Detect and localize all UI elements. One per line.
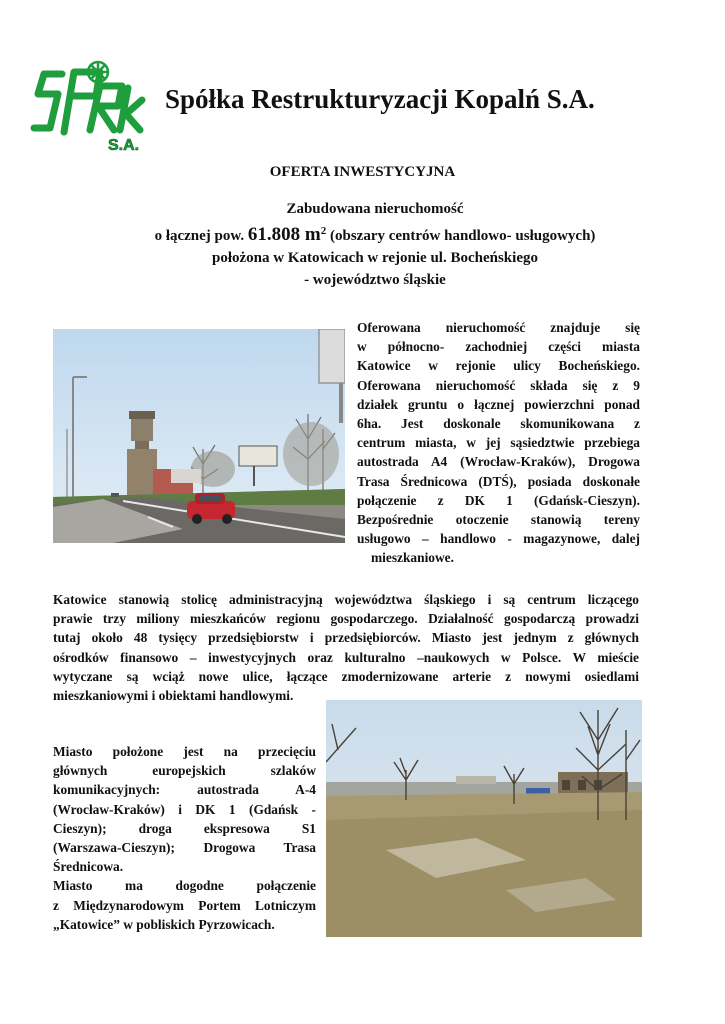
land-photo xyxy=(326,700,642,937)
headline-line1: Zabudowana nieruchomość xyxy=(286,201,464,217)
text-line: w północno- zachodniej części miasta xyxy=(357,339,640,355)
text-line: Bezpośrednie otoczenie stanowią tereny xyxy=(357,512,640,528)
text-line: Cieszyn); droga ekspresowa S1 xyxy=(53,820,316,836)
text-line: mieszkaniowymi i obiektami handlowymi. xyxy=(53,688,294,704)
headline xyxy=(60,198,690,291)
text-line: prawie trzy miliony mieszkańców regionu gospodarczego. Działalność gospodarczą prowadzi xyxy=(53,611,639,627)
text-line: centrum miasta, w jej sąsiedztwie przebiega xyxy=(357,435,640,451)
text-line: Oferowana nieruchomość składa się z 9 xyxy=(357,377,640,393)
description-paragraph xyxy=(357,318,640,568)
street-photo xyxy=(53,329,345,543)
text-line: (Wrocław-Kraków) i DK 1 (Gdańsk - xyxy=(53,801,316,817)
text-line: (Warszawa-Cieszyn); Drogowa Trasa xyxy=(53,840,316,856)
text-line: Katowice stanowią stolicę administracyjną województwa śląskiego i są centrum liczącego xyxy=(53,592,639,607)
headline-line2: o łącznej pow. 61.808 $m^2$ (obszary centrów handlowo- usługowych) xyxy=(154,224,596,245)
text-line: głównych europejskich szlaków xyxy=(53,763,316,779)
srk-logo xyxy=(30,50,160,160)
offer-title: OFERTA INWESTYCYJNA xyxy=(269,164,456,180)
logo-suffix-text: S.A. xyxy=(108,137,140,154)
company-name: Spółka Restrukturyzacji Kopalń S.A. xyxy=(165,84,595,114)
text-line: Miasto położone jest na przecięciu xyxy=(53,744,316,759)
transport-paragraph xyxy=(53,742,316,934)
text-line: tutaj około 48 tysięcy przedsiębiorstw i przedsiębiorców. Miasto jest jednym z głównych xyxy=(53,630,639,646)
text-line: działek gruntu o łącznej powierzchni ponad xyxy=(357,396,640,412)
text-line: połączenie z DK 1 (Gdańsk-Cieszyn). xyxy=(357,492,640,508)
text-line: z Międzynarodowym Portem Lotniczym xyxy=(53,897,316,913)
text-line: wytyczane są wciąż nowe ulice, łączące zmodernizowane arterie z nowymi osiedlami xyxy=(53,668,639,684)
text-line: autostrada A4 (Wrocław-Kraków), Drogowa xyxy=(357,454,640,470)
text-line: Średnicowa. xyxy=(53,859,124,875)
headline-line3: położona w Katowicach w rejonie ul. Bocheńskiego xyxy=(212,250,538,266)
text-line: „Katowice” w pobliskich Pyrzowicach. xyxy=(53,916,275,932)
city-paragraph xyxy=(53,590,639,705)
headline-line4: - województwo śląskie xyxy=(304,272,446,288)
text-line: Oferowana nieruchomość znajduje się xyxy=(357,320,640,335)
text-line: komunikacyjnych: autostrada A-4 xyxy=(53,782,316,798)
text-line: ośrodków finansowo – inwestycyjnych oraz kulturalno –naukowych w Polsce. W mieście xyxy=(53,649,639,665)
text-line: Miasto ma dogodne połączenie xyxy=(53,878,316,894)
text-line: usługowo – handlowo - magazynowe, dalej xyxy=(357,531,640,547)
text-line: 6ha. Jest doskonale skomunikowana z xyxy=(357,416,640,432)
text-line: Katowice w rejonie ulicy Bocheńskiego. xyxy=(357,358,640,374)
text-line: mieszkaniowe. xyxy=(371,550,454,566)
text-line: Trasa Średnicowa (DTŚ), posiada doskonałe xyxy=(357,473,640,489)
